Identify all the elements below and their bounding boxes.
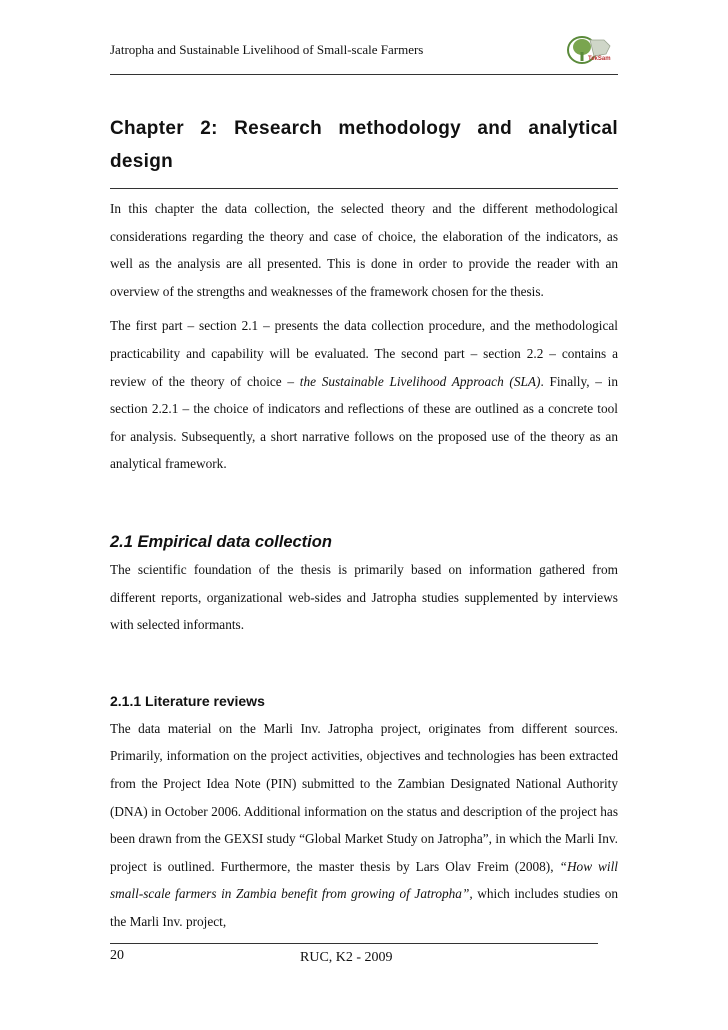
- section-heading-2-1: 2.1 Empirical data collection: [110, 532, 332, 551]
- page-number: 20: [110, 948, 124, 963]
- intro-p2-text-a: The first part – section 2.1 – presents the data collection procedure, and the methodological practicability and capability will be evaluated. The second part – section 2.2 – contains a review of the theory of choice –: [110, 318, 618, 389]
- running-title: Jatropha and Sustainable Livelihood of Small-scale Farmers: [110, 42, 424, 57]
- intro-paragraph-1: In this chapter the data collection, the selected theory and the different methodological considerations regarding the theory and case of choice, the elaboration of the indicators, as well as the analysis are all presented. This is done in order to provide the reader with an overview of the strengths and weaknesses of the framework chosen for the thesis.: [110, 201, 618, 299]
- s211-text-b: which includes studies on the Marli Inv. project,: [110, 886, 618, 929]
- intro-paragraph-2: [110, 312, 618, 478]
- section-heading-2-1-1: 2.1.1 Literature reviews: [110, 692, 265, 709]
- logo-text: TekSam: [588, 56, 611, 62]
- page-body: [110, 112, 618, 935]
- s211-text-a: The data material on the Marli Inv. Jatropha project, originates from different sources. Primarily, information on the project activities, objectives and technologies has been extracted from the Project Idea Note (PIN) submitted to the Zambian Designated National Authority (DNA) in October 2006. Additional information on the status and description of the project has been drawn from the GEXSI study “Global Market Study on Jatropha”, in which the Marli Inv. project is outlined. Furthermore, the master thesis by Lars Olav Freim (2008),: [110, 720, 618, 874]
- section-2-1-1-paragraph: [110, 715, 618, 936]
- s211-emphasis: “How will small-scale farmers in Zambia benefit from growing of Jatropha”,: [110, 858, 618, 902]
- footer-center-text: RUC, K2 - 2009: [300, 950, 393, 965]
- logo-graphic: [560, 30, 624, 70]
- section-2-1-paragraph: The scientific foundation of the thesis is primarily based on information gathered from different reports, organizational web-sides and Jatropha studies supplemented by interviews with selected informants.: [110, 561, 618, 633]
- footer-rule: [110, 943, 598, 944]
- page-header: [110, 40, 618, 76]
- intro-p2-emphasis: the Sustainable Livelihood Approach (SLA): [299, 373, 541, 389]
- tree-logo-icon: [560, 30, 624, 70]
- chapter-rule: [110, 188, 618, 189]
- header-rule: [110, 74, 618, 75]
- chapter-title: Chapter 2: Research methodology and analytical design: [110, 118, 618, 172]
- intro-p2-text-b: . Finally, – in section 2.2.1 – the choice of indicators and reflections of these are outlined as a concrete tool for analysis. Subsequently, a short narrative follows on the proposed use of the theory as an analytical framework.: [110, 373, 618, 472]
